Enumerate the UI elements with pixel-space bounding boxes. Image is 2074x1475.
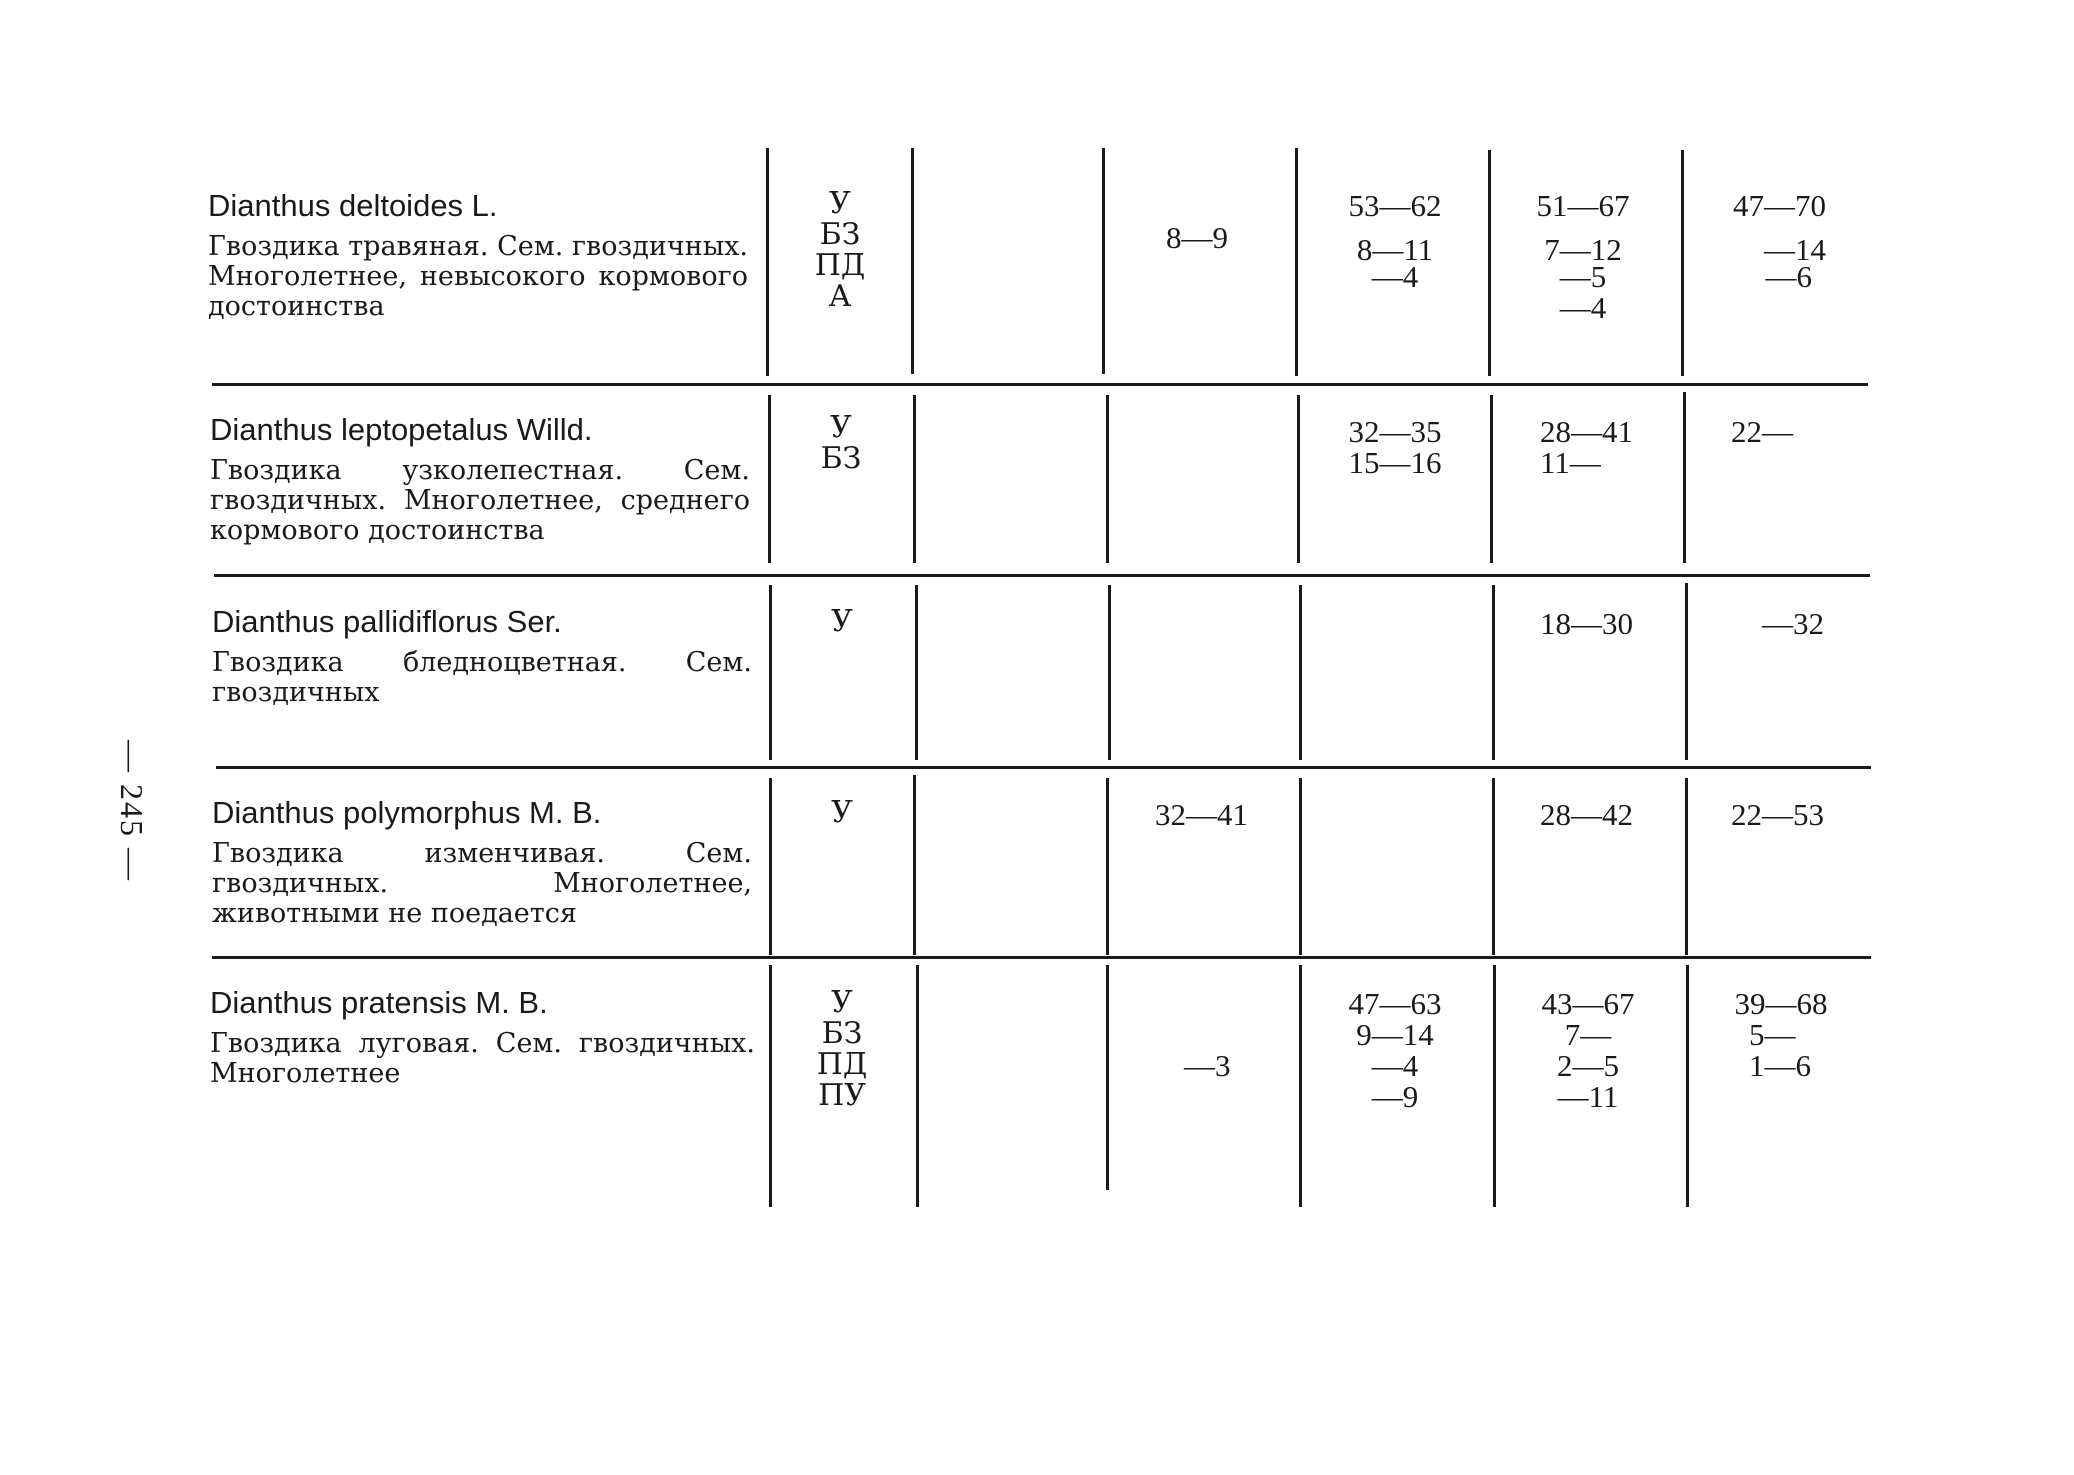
- column-rule: [768, 395, 771, 563]
- value: 53—62: [1348, 188, 1442, 223]
- species-entry: [208, 186, 748, 322]
- value-cell: [1731, 799, 1824, 830]
- column-rule: [911, 148, 914, 374]
- value: 8—9: [1166, 220, 1228, 255]
- column-rule: [1106, 778, 1109, 955]
- value: —4: [1371, 1048, 1419, 1083]
- column-rule: [1108, 585, 1111, 760]
- category-code: А: [828, 279, 852, 314]
- value: —4: [1371, 259, 1419, 294]
- column-rule: [769, 778, 772, 955]
- column-rule: [913, 775, 916, 955]
- latin-name: Dianthus pratensis M. B.: [210, 985, 548, 1020]
- value: —32: [1762, 606, 1824, 641]
- value-cell: [1345, 416, 1445, 478]
- column-rule: [1299, 965, 1302, 1207]
- column-rule: [1492, 778, 1495, 955]
- value-cell: [1155, 799, 1248, 830]
- value: 47—70: [1733, 188, 1826, 223]
- column-rule: [1685, 778, 1688, 955]
- latin-name: Dianthus leptopetalus Willd.: [210, 412, 593, 447]
- value-cell: [1731, 416, 1793, 447]
- column-rule: [916, 965, 919, 1207]
- value: 51—67: [1536, 188, 1630, 223]
- value: 32—41: [1155, 797, 1248, 832]
- species-description: Гвоздика узколепестная. Сем. гвоздичных. Многолетнее, среднего кормового достоинства: [210, 455, 750, 546]
- value: 18—30: [1540, 606, 1633, 641]
- species-description: Гвоздика луговая. Сем. гвоздичных. Многолетнее: [210, 1028, 755, 1089]
- value-cell: [1345, 190, 1445, 292]
- column-rule: [1492, 585, 1495, 760]
- column-rule: [769, 585, 772, 760]
- value-cell: [1762, 608, 1824, 639]
- column-rule: [1685, 583, 1688, 760]
- row-separator: [216, 766, 1871, 769]
- column-rule: [1106, 965, 1109, 1190]
- column-rule: [1681, 150, 1684, 376]
- value: —14: [1764, 232, 1826, 267]
- category-codes: [797, 987, 887, 1111]
- column-rule: [915, 585, 918, 760]
- column-rule: [1683, 392, 1686, 563]
- category-code: БЗ: [819, 217, 861, 252]
- category-codes: [797, 797, 887, 828]
- species-description: Гвоздика изменчивая. Сем. гвоздичных. Многолетнее, животными не поедается: [212, 838, 752, 929]
- column-rule: [1490, 395, 1493, 563]
- value-cell: [1345, 988, 1445, 1112]
- column-rule: [1295, 148, 1298, 376]
- value: 7—12: [1544, 232, 1622, 267]
- latin-name: Dianthus polymorphus M. B.: [212, 795, 602, 830]
- latin-name: Dianthus pallidiflorus Ser.: [212, 604, 562, 639]
- value: 1—6: [1749, 1048, 1811, 1083]
- value: —11: [1557, 1079, 1619, 1114]
- value-cell: [1533, 190, 1633, 323]
- value-cell: [1540, 608, 1633, 639]
- category-codes: [796, 412, 886, 474]
- category-code: ПД: [816, 1047, 868, 1082]
- category-code: БЗ: [821, 1016, 863, 1051]
- species-entry: [212, 793, 752, 929]
- category-codes: [797, 606, 887, 637]
- species-description: Гвоздика бледноцветная. Сем. гвоздичных: [212, 647, 752, 708]
- column-rule: [1106, 395, 1109, 563]
- column-rule: [1493, 965, 1496, 1207]
- value: 22—53: [1731, 797, 1824, 832]
- value: 5—: [1749, 1017, 1796, 1052]
- value: 15—16: [1348, 445, 1442, 480]
- category-code: У: [831, 795, 853, 830]
- value: 9—14: [1356, 1017, 1434, 1052]
- value: —6: [1765, 259, 1812, 294]
- value-cell: [1726, 190, 1826, 292]
- row-separator: [214, 574, 1870, 577]
- species-entry: [212, 602, 752, 708]
- page-number: — 245 —: [114, 740, 150, 882]
- row-separator: [212, 956, 1871, 959]
- column-rule: [1686, 965, 1689, 1207]
- value: —5: [1559, 259, 1607, 294]
- category-code: У: [831, 604, 853, 639]
- value-cell: [1538, 988, 1638, 1112]
- category-code: ПУ: [818, 1078, 866, 1113]
- latin-name: Dianthus deltoides L.: [208, 188, 498, 223]
- value: —4: [1559, 290, 1607, 325]
- value-cell: [1731, 988, 1831, 1081]
- column-rule: [1297, 395, 1300, 563]
- column-rule: [1102, 148, 1105, 374]
- value-cell: [1166, 222, 1228, 253]
- column-rule: [1299, 778, 1302, 955]
- value: 2—5: [1557, 1048, 1619, 1083]
- column-rule: [913, 395, 916, 563]
- category-code: БЗ: [820, 441, 862, 476]
- value: 39—68: [1734, 986, 1828, 1021]
- value: 28—41: [1540, 414, 1633, 449]
- value: —9: [1371, 1079, 1419, 1114]
- value: 43—67: [1541, 986, 1635, 1021]
- value: 22—: [1731, 414, 1793, 449]
- value: 11—: [1540, 445, 1601, 480]
- row-separator: [212, 383, 1868, 386]
- category-code: У: [831, 985, 853, 1020]
- category-code: У: [830, 410, 852, 445]
- species-entry: [210, 983, 755, 1089]
- column-rule: [1488, 150, 1491, 376]
- value: 7—: [1564, 1017, 1612, 1052]
- species-description: Гвоздика травяная. Сем. гвоздичных. Многолетнее, невысокого кормового достоинства: [208, 231, 748, 322]
- value: —3: [1184, 1048, 1231, 1083]
- column-rule: [1299, 585, 1302, 760]
- value: 47—63: [1348, 986, 1442, 1021]
- value-cell: [1540, 799, 1633, 830]
- category-code: У: [829, 186, 851, 221]
- value-cell: [1184, 1050, 1231, 1081]
- column-rule: [769, 965, 772, 1207]
- category-code: ПД: [814, 248, 866, 283]
- species-entry: [210, 410, 750, 546]
- value-cell: [1540, 416, 1633, 478]
- category-codes: [795, 188, 885, 312]
- column-rule: [766, 148, 769, 376]
- value: 28—42: [1540, 797, 1633, 832]
- value: 8—11: [1356, 232, 1434, 267]
- value: 32—35: [1348, 414, 1442, 449]
